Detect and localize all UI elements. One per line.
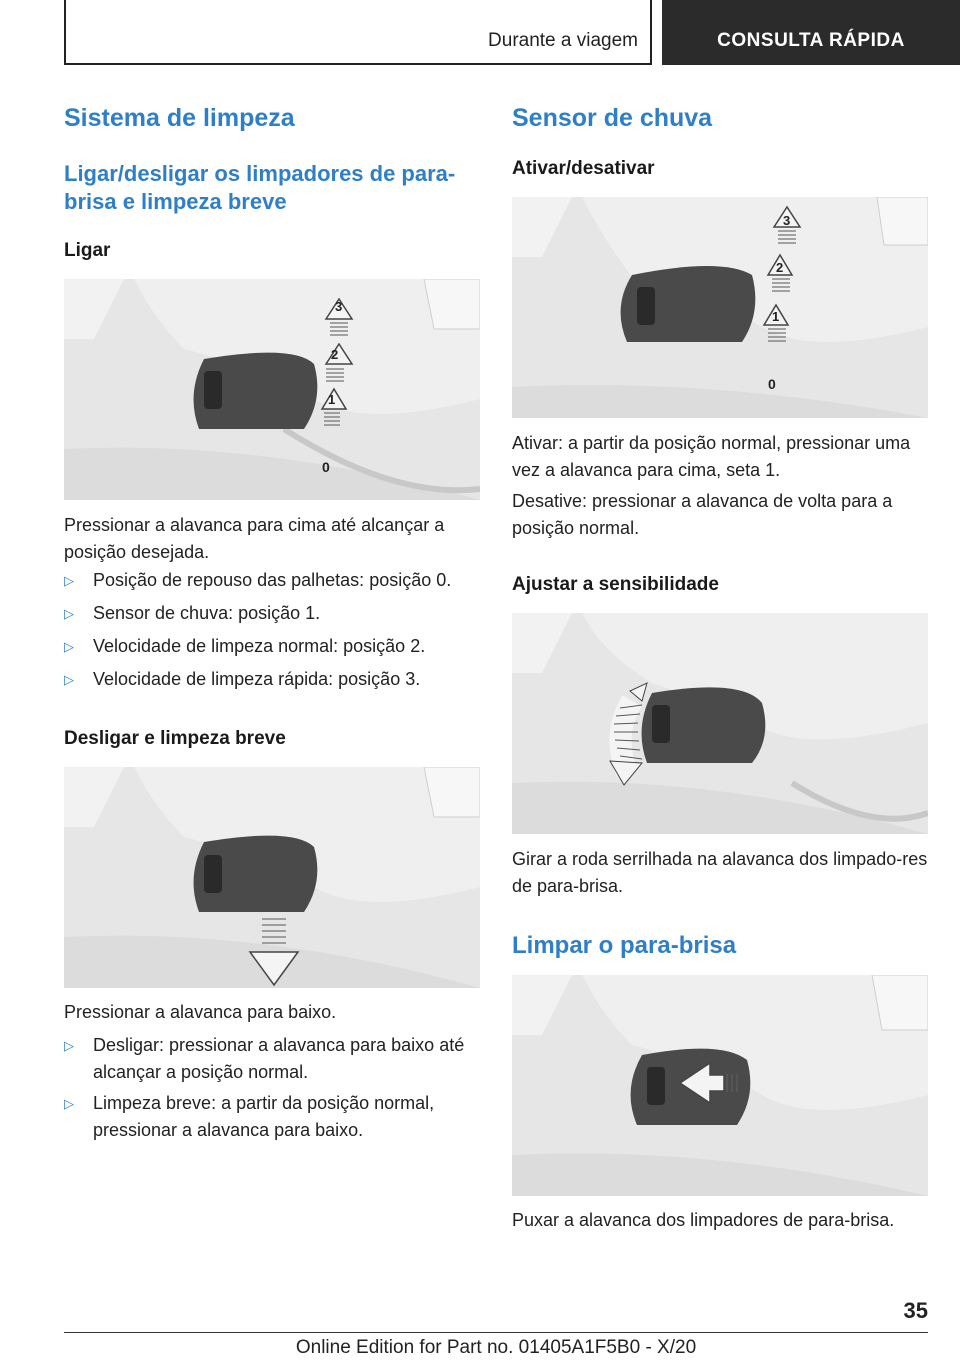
figure-label: 2	[331, 347, 339, 362]
bullet-triangle-icon: ▷	[64, 573, 74, 588]
section-title-limpar: Limpar o para-brisa	[512, 932, 737, 959]
bullet-triangle-icon: ▷	[64, 639, 74, 654]
list-item: ▷ Velocidade de limpeza rápida: posição 3.	[64, 666, 480, 693]
figure-sensitivity-wheel	[512, 613, 928, 834]
page-header	[64, 0, 960, 65]
figure-rain-sensor-up	[512, 197, 928, 418]
figure-label: 3	[783, 213, 791, 228]
figure-label: 1	[772, 309, 780, 324]
figure-label: 3	[335, 299, 343, 314]
heading-sensibilidade: Ajustar a sensibilidade	[512, 574, 719, 595]
figure-label: 0	[322, 459, 330, 475]
limpar-text: Puxar a alavanca dos limpadores de para-brisa.	[512, 1210, 895, 1230]
figure-label: 2	[776, 260, 784, 275]
section-title-limpeza: Sistema de limpeza	[64, 104, 295, 132]
sensibilidade-text: Girar a roda serrilhada na alavanca dos limpado-res de para-brisa.	[512, 849, 928, 896]
figure-lever-down	[64, 767, 480, 988]
section-title-sensor: Sensor de chuva	[512, 104, 713, 132]
header-section-title: Durante a viagem	[488, 30, 638, 51]
page-number: 35	[903, 1298, 928, 1323]
header-chapter-box	[662, 0, 960, 65]
footer-divider	[64, 1332, 928, 1333]
desligar-text: Pressionar a alavanca para baixo.	[64, 1002, 337, 1022]
ligar-text: Pressionar a alavanca para cima até alcançar a posição desejada.	[64, 515, 445, 562]
figure-lever-pull	[512, 975, 928, 1196]
figure-label: 0	[768, 376, 776, 392]
footer-edition: Online Edition for Part no. 01405A1F5B0 - X/20	[295, 1337, 697, 1358]
subsection-title-limpadores: Ligar/desligar os limpadores de para-brisa e limpeza breve	[64, 161, 456, 214]
bullet-triangle-icon: ▷	[64, 1038, 74, 1053]
list-item: ▷ Velocidade de limpeza normal: posição 2.	[64, 633, 480, 660]
ativar-text: Ativar: a partir da posição normal, pressionar uma vez a alavanca para cima, seta 1.	[512, 433, 911, 480]
heading-ligar: Ligar	[64, 240, 111, 261]
header-section-box	[64, 0, 652, 65]
heading-ativar: Ativar/desativar	[512, 158, 655, 179]
bullet-triangle-icon: ▷	[64, 1096, 74, 1111]
desativar-text: Desative: pressionar a alavanca de volta para a posição normal.	[512, 491, 893, 538]
figure-label: 1	[328, 392, 336, 407]
list-item: ▷ Posição de repouso das palhetas: posição 0.	[64, 567, 480, 594]
heading-desligar: Desligar e limpeza breve	[64, 728, 286, 749]
list-item: ▷ Desligar: pressionar a alavanca para baixo até alcançar a posição normal.	[64, 1032, 480, 1086]
header-chapter-title: CONSULTA RÁPIDA	[717, 30, 905, 51]
list-item: ▷ Sensor de chuva: posição 1.	[64, 600, 480, 627]
bullet-triangle-icon: ▷	[64, 606, 74, 621]
figure-lever-up	[64, 279, 480, 500]
bullet-triangle-icon: ▷	[64, 672, 74, 687]
list-item: ▷ Limpeza breve: a partir da posição normal, pressionar a alavanca para baixo.	[64, 1090, 480, 1144]
